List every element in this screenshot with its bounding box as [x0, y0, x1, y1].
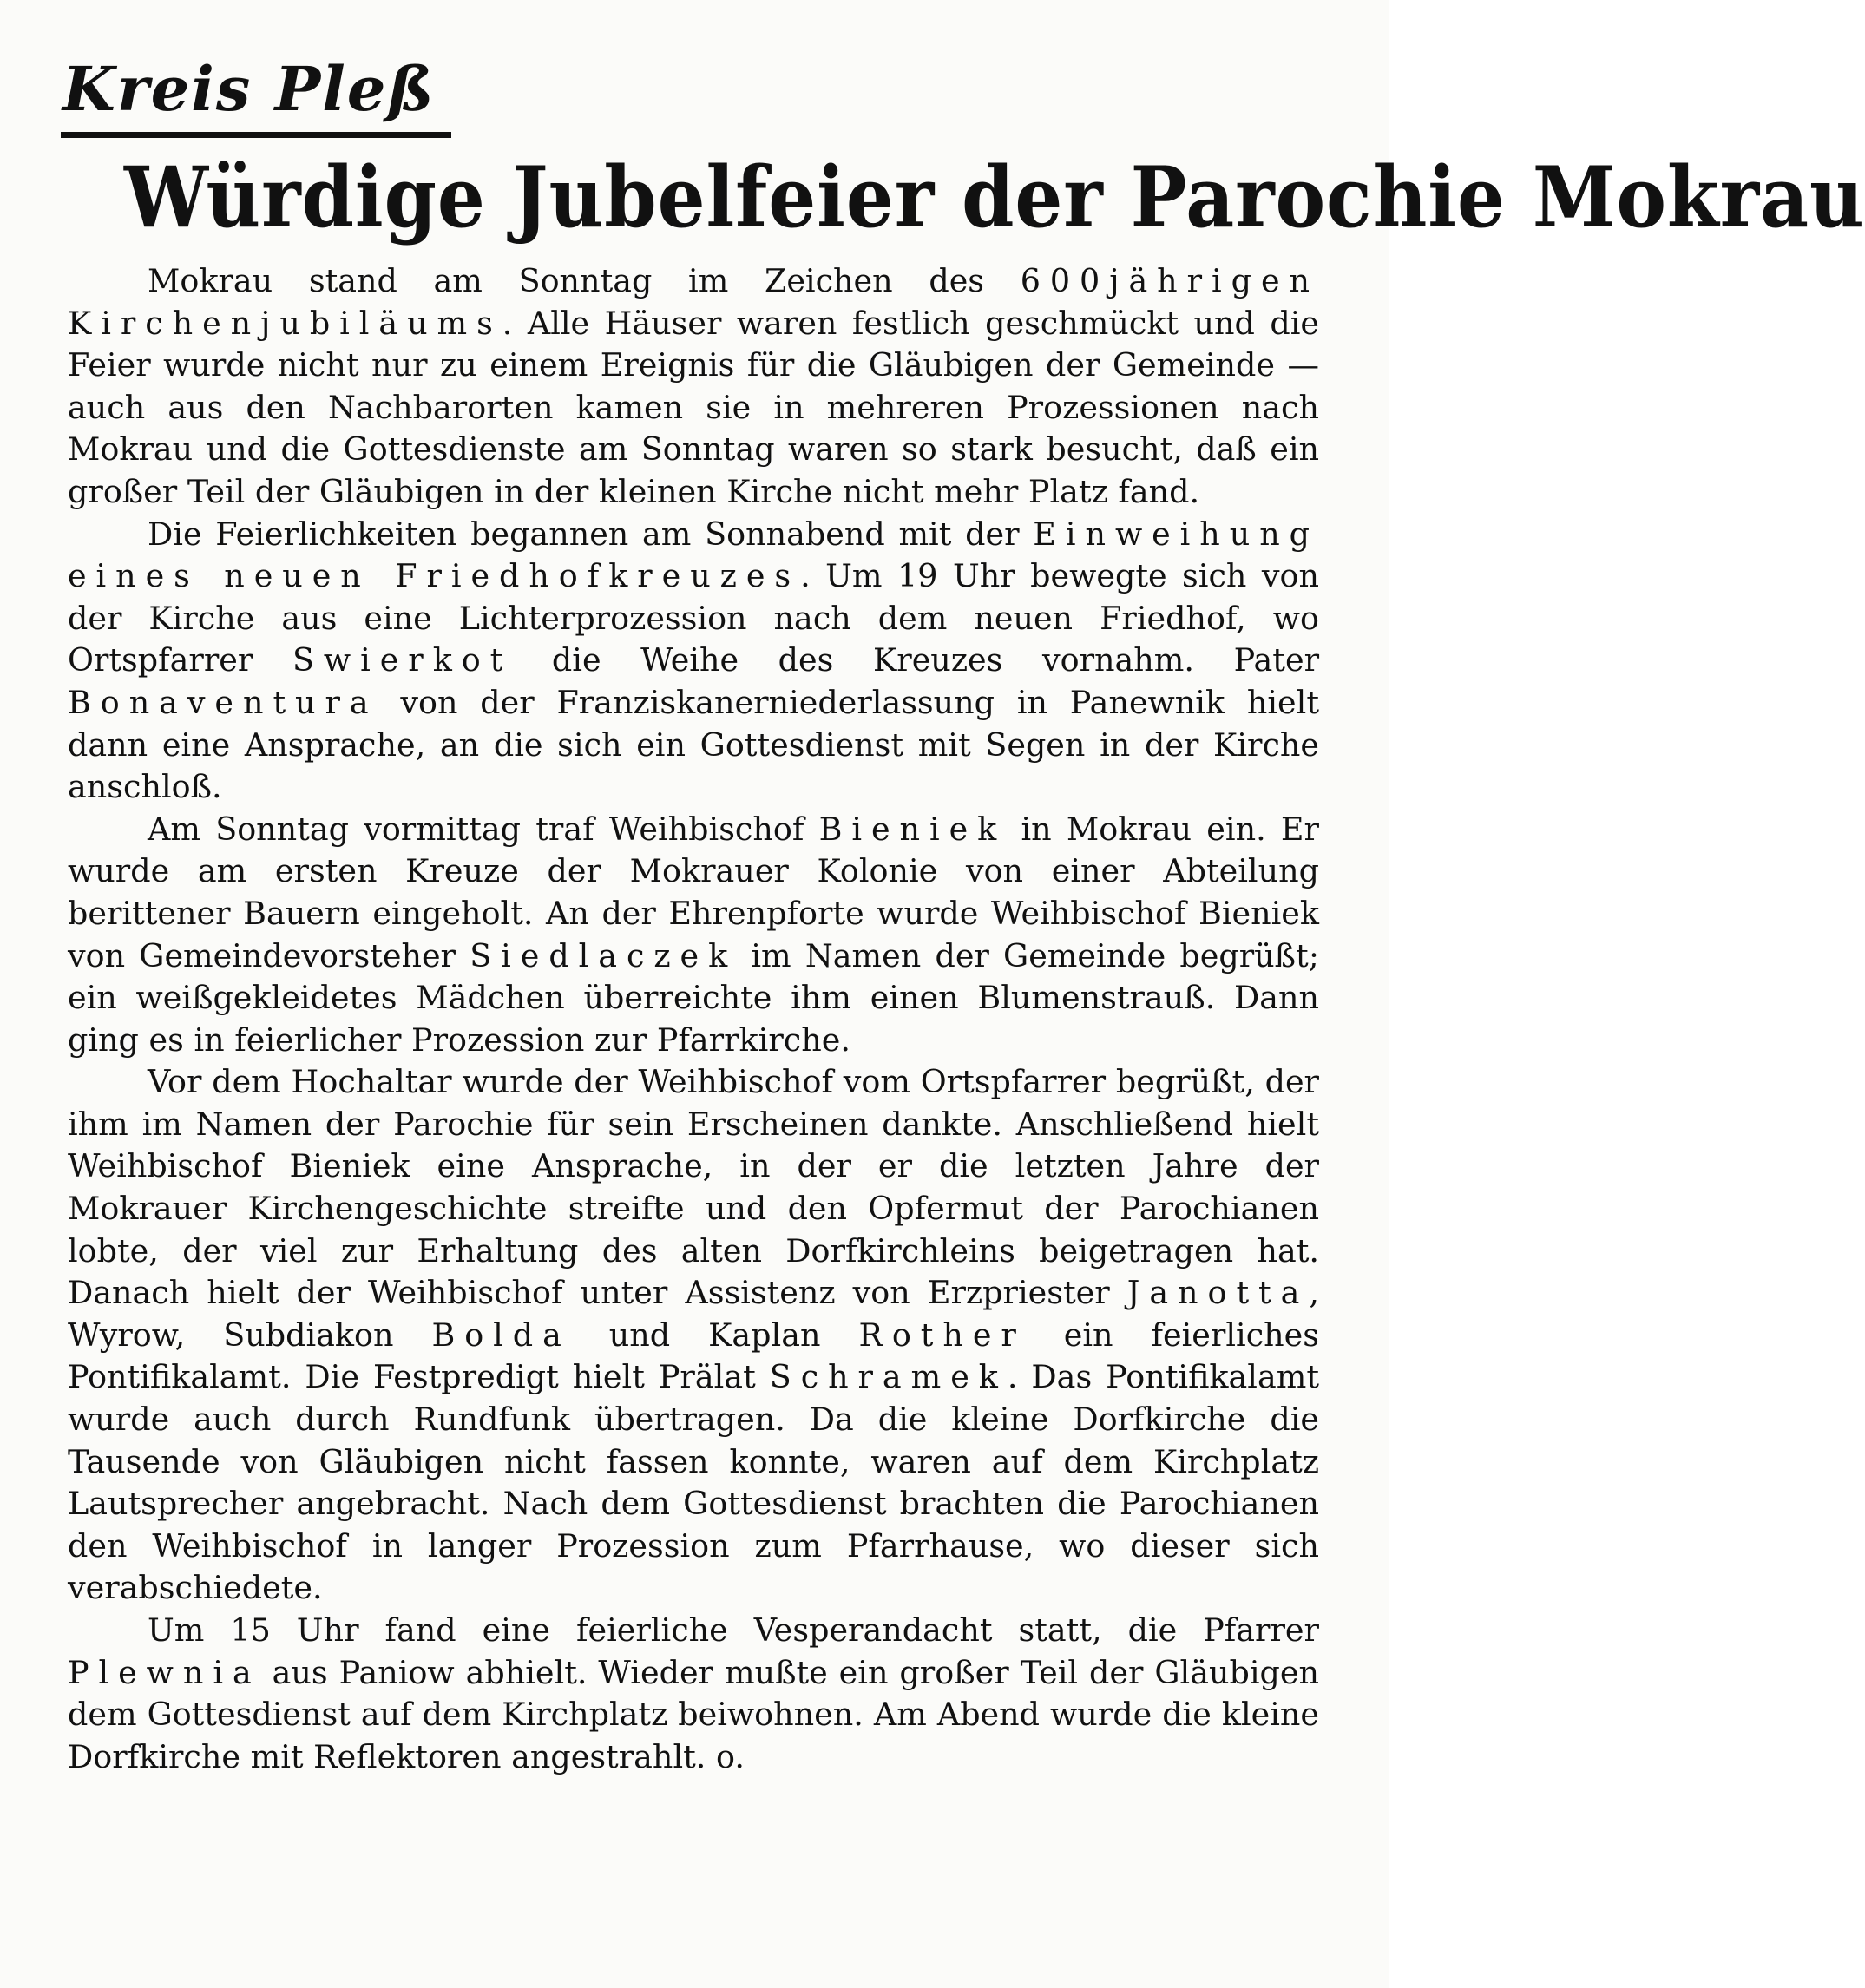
paragraph-text: Die Feierlichkeiten begannen am Sonnabend mit der [148, 515, 1034, 553]
paragraph-text: . Alle Häuser waren festlich geschmückt und die Feier wurde nicht nur zu einem Ereignis für die Gläubigen der Gemeinde — auch aus den Nachbarorten kamen sie in mehreren Prozessionen nach Mokrau und die Gottesdienste am Sonntag waren so stark besucht, daß ein großer Teil der Gläubigen in der kleinen Kirche nicht mehr Platz fand. [68, 304, 1319, 510]
paragraph-text: von der Franziskanerniederlassung in Panewnik hielt dann eine Ansprache, an die sich ein Gottesdienst mit Segen in der Kirche anschloß. [68, 683, 1319, 806]
paragraph-text: , Wyrow, Subdiakon [68, 1274, 1319, 1354]
spaced-emphasis: Swierkot [292, 641, 513, 679]
article-paragraph [68, 1061, 1319, 1610]
paragraph-text: die Weihe des Kreuzes vornahm. Pater [512, 641, 1320, 679]
article-paragraph [68, 260, 1319, 514]
spaced-emphasis: Janotta [1126, 1274, 1310, 1312]
article-headline: Würdige Jubelfeier der Parochie Mokrau [124, 148, 1865, 246]
paragraph-text: Vor dem Hochaltar wurde der Weihbischof vom Ortspfarrer begrüßt, der ihm im Namen der Parochie für sein Erscheinen dankte. Anschließend hielt Weihbischof Bieniek eine Ansprache, in der er die letzten Jahre der Mokrauer Kirchengeschichte streifte und den Opfermut der Parochianen lobte, der viel zur Erhaltung des alten Dorfkirchleins beigetragen hat. Danach hielt der Weihbischof unter Assistenz von Erzpriester [68, 1063, 1319, 1312]
paragraph-text: Am Sonntag vormittag traf Weihbischof [148, 810, 819, 848]
paragraph-text: in Mokrau ein. Er wurde am ersten Kreuze der Mokrauer Kolonie von einer Abteilung berittener Bauern eingeholt. An der Ehrenpforte wurde Weihbischof Bieniek von Gemeindevorsteher [68, 810, 1319, 974]
paragraph-text: ein feierliches Pontifikalamt. Die Festpredigt hielt Prälat [68, 1315, 1319, 1396]
paragraph-text: . Um 19 Uhr bewegte sich von der Kirche aus eine Lichterprozession nach dem neuen Friedhof, wo Ortspfarrer [68, 557, 1319, 679]
spaced-emphasis: Siedlaczek [470, 936, 738, 974]
paragraph-text: und Kaplan [570, 1315, 859, 1354]
spaced-emphasis: Einweihung eines neuen Friedhofkreuzes [68, 515, 1319, 595]
article-body [68, 260, 1319, 1778]
paragraph-text: Mokrau stand am Sonntag im Zeichen des [148, 262, 1021, 299]
paragraph-text: im Namen der Gemeinde begrüßt; ein weißgekleidetes Mädchen überreichte ihm einen Blumenstrauß. Dann ging es in feierlicher Prozession zur Pfarrkirche. [68, 936, 1319, 1059]
spaced-emphasis: Bieniek [818, 810, 1007, 848]
spaced-emphasis: Plewnia [68, 1653, 261, 1691]
paragraph-text: Um 15 Uhr fand eine feierliche Vesperandacht statt, die Pfarrer [148, 1611, 1319, 1649]
spaced-emphasis: Schramek [769, 1358, 1008, 1396]
spaced-emphasis: Rother [858, 1315, 1026, 1354]
spaced-emphasis: Bonaventura [68, 683, 378, 721]
article-paragraph [68, 514, 1319, 809]
spaced-emphasis: 600jährigen Kirchenjubiläums [68, 262, 1319, 342]
spaced-emphasis: Bolda [431, 1315, 571, 1354]
paragraph-text: aus Paniow abhielt. Wieder mußte ein großer Teil der Gläubigen dem Gottesdienst auf dem Kirchplatz beiwohnen. Am Abend wurde die kleine Dorfkirche mit Reflektoren angestrahlt. o. [68, 1653, 1319, 1775]
section-underline [61, 132, 451, 138]
paragraph-text: . Das Pontifikalamt wurde auch durch Rundfunk übertragen. Da die kleine Dorfkirche die Tausende von Gläubigen nicht fassen konnte, waren auf dem Kirchplatz Lautsprecher angebracht. Nach dem Gottesdienst brachten die Parochianen den Weihbischof in langer Prozession zum Pfarrhause, wo dieser sich verabschiedete. [68, 1358, 1319, 1607]
section-label: Kreis Pleß [62, 53, 436, 125]
article-paragraph [68, 809, 1319, 1062]
article-paragraph [68, 1610, 1319, 1778]
